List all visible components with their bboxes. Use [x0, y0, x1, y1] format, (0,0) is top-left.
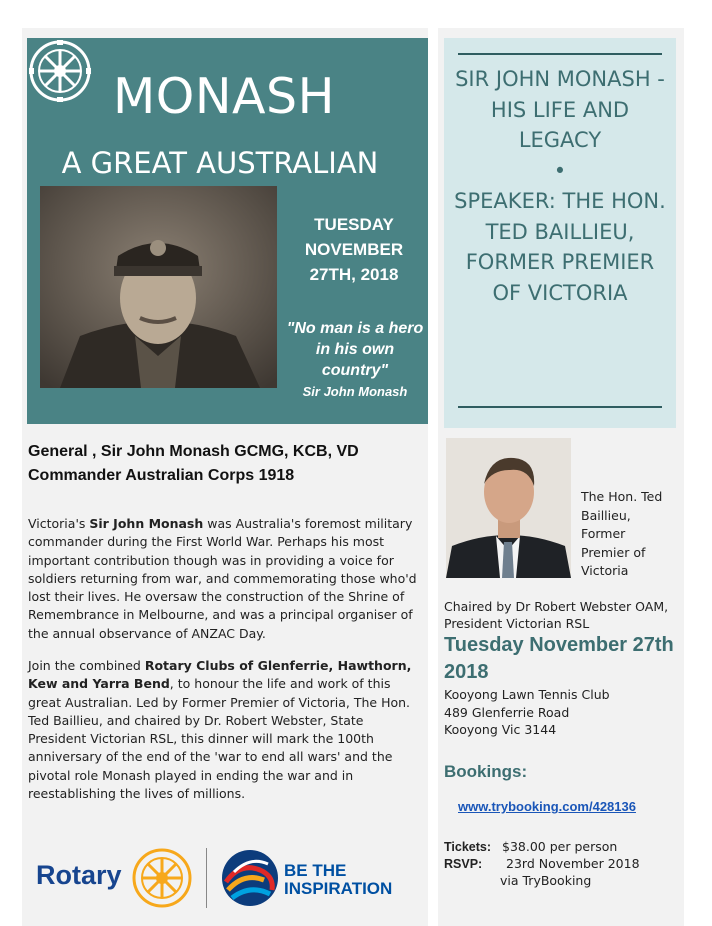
footer-divider: [206, 848, 207, 908]
bti-line: BE THE: [284, 861, 347, 880]
intro-text: Victoria's: [28, 516, 90, 531]
rotary-wheel-gold-icon: [132, 848, 192, 908]
topic-rule-bottom: [458, 406, 662, 408]
invitation-paragraph: [28, 657, 418, 803]
baillieu-portrait-photo: [446, 438, 571, 578]
venue-address: [444, 686, 680, 739]
hero-date: [284, 212, 424, 287]
speaker-caption: The Hon. Ted Baillieu, Former Premier of Victoria: [581, 489, 663, 578]
intro-bold-name: Sir John Monash: [89, 516, 204, 531]
rsvp-row: [444, 855, 640, 873]
quote-attribution: Sir John Monash: [302, 384, 408, 399]
venue-line: Kooyong Vic 3144: [444, 722, 557, 737]
bookings-heading: Bookings:: [444, 762, 528, 781]
hero-date-line: NOVEMBER: [304, 240, 404, 259]
bullet-separator: •: [553, 158, 567, 183]
invitation-text: Join the combined: [28, 658, 145, 673]
rsvp-via: via TryBooking: [500, 873, 592, 888]
footer-logos: [36, 848, 416, 908]
hero-date-line: 27TH, 2018: [309, 265, 399, 284]
booking-link[interactable]: www.trybooking.com/428136: [458, 799, 636, 814]
be-the-inspiration-text: [284, 862, 392, 898]
tickets-row: [444, 838, 617, 856]
topic-text: [452, 64, 668, 308]
invitation-bold-clubs: Rotary Clubs of Glenferrie, Hawthorn, Kew and Yarra Bend: [28, 658, 412, 692]
rotary-wheel-logo-icon: [29, 40, 91, 102]
intro-text: was Australia's foremost military commander during the First World War. Perhaps his most important contribution though was in providing a voice for soldiers returning from war, and commemorating those who'd lost their lives. He oversaw the construction of the Shrine of Remembrance in Melbourne, and was a principal organiser of the annual observance of ANZAC Day.: [28, 516, 417, 641]
event-title: MONASH: [113, 68, 335, 125]
general-title-line: Commander Australian Corps 1918: [28, 467, 295, 484]
invitation-text: , to honour the life and work of this great Australian. Led by Former Premier of Victoria, The Hon. Ted Baillieu, and chaired by Dr. Robert Webster, State President Victorian RSL, this dinner will mark the 100th anniversary of the end of the 'war to end all wars' and the pivotal role Monash played in ending the war and in reestablishing the lives of millions.: [28, 676, 411, 802]
event-date: Tuesday November 27th 2018: [444, 634, 674, 683]
monash-portrait-photo: [40, 186, 277, 388]
hero-date-line: TUESDAY: [314, 215, 394, 234]
rsvp-via-row: [500, 872, 591, 889]
tickets-price: $38.00 per person: [502, 839, 618, 854]
speaker-heading: SPEAKER: THE HON. TED BAILLIEU, FORMER PREMIER OF VICTORIA: [454, 189, 666, 305]
monash-quote: "No man is a hero in his own country": [286, 320, 424, 379]
topic-rule-top: [458, 53, 662, 55]
rsvp-label: RSVP:: [444, 857, 483, 871]
chair-info: Chaired by Dr Robert Webster OAM, President Victorian RSL: [444, 599, 669, 631]
intro-paragraph: [28, 515, 418, 643]
venue-line: 489 Glenferrie Road: [444, 704, 570, 720]
general-title-line: General , Sir John Monash GCMG, KCB, VD: [28, 443, 359, 460]
rotary-wordmark: Rotary: [36, 860, 122, 890]
tickets-label: Tickets:: [444, 840, 492, 854]
general-title: [28, 440, 418, 488]
be-the-inspiration-swirl-icon: [220, 848, 280, 908]
venue-line: Kooyong Lawn Tennis Club: [444, 687, 610, 702]
rsvp-date: 23rd November 2018: [506, 856, 640, 871]
event-subtitle: A GREAT AUSTRALIAN: [61, 146, 379, 180]
talk-title: SIR JOHN MONASH - HIS LIFE AND LEGACY: [455, 67, 665, 152]
bti-line: INSPIRATION: [284, 879, 393, 898]
